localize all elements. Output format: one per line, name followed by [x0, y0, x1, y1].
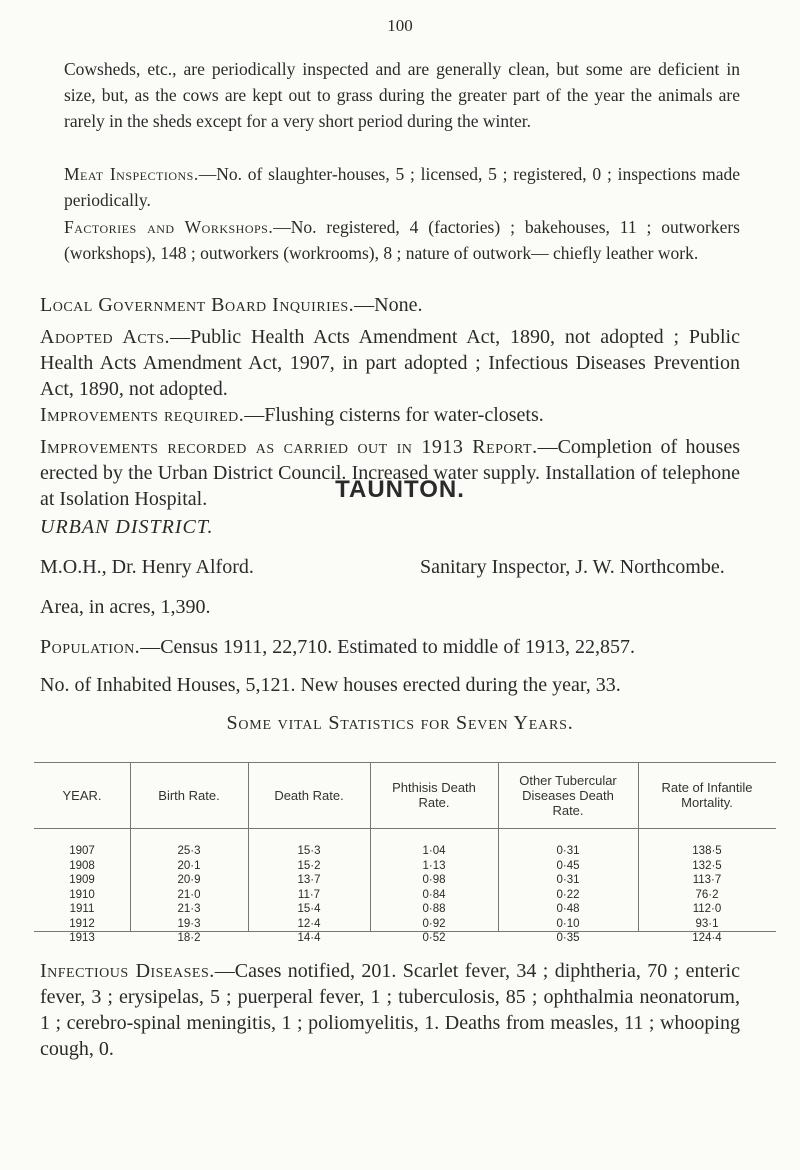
town-title: TAUNTON.	[335, 476, 465, 503]
cell-death-rate: 15·3	[297, 845, 321, 857]
table-row	[34, 874, 776, 889]
infectious-diseases-text: —Cases notified, 201. Scarlet fever, 34 ; diphtheria, 70 ; enteric fever, 3 ; erysipelas, 5 ; puerperal fever, 1 ; tuberculosis, 85 ; ophthalmia neonatorum, 1 ; cerebro-spinal meningitis, 1 ; poliomyelitis, 1. Deaths from measles, 11 ; whooping cough, 0.	[40, 960, 740, 1060]
table-heading: Some vital Statistics for Seven Years.	[226, 712, 574, 734]
table-body	[34, 845, 776, 947]
infectious-diseases-label: Infectious Diseases.	[40, 960, 215, 982]
header-other-tubercular: Other Tubercular Diseases Death Rate.	[519, 772, 617, 818]
header-year: YEAR.	[62, 787, 102, 803]
table-row	[34, 860, 776, 875]
lgb-paragraph	[40, 292, 740, 318]
table-row	[34, 918, 776, 933]
cell-year: 1912	[69, 917, 95, 930]
cell-death-rate: 15·4	[297, 903, 321, 915]
area-line: Area, in acres, 1,390.	[40, 596, 211, 618]
page-number: 100	[387, 16, 413, 35]
factories-text: —No. registered, 4 (factories) ; bakehouses, 11 ; outworkers (workshops), 148 ; outworkers (workrooms), 8 ; nature of outwork— chiefly leather work.	[64, 217, 740, 263]
factories-paragraph	[64, 214, 740, 266]
cell-death-rate: 14·4	[297, 932, 321, 944]
cell-year: 1910	[69, 888, 95, 901]
cell-birth-rate: 19·3	[177, 917, 201, 930]
houses-line: No. of Inhabited Houses, 5,121. New houses erected during the year, 33.	[40, 674, 621, 696]
cell-infantile-mortality: 112·0	[692, 903, 722, 915]
cell-infantile-mortality: 113·7	[692, 874, 722, 886]
header-death-rate: Death Rate.	[274, 787, 344, 803]
cell-other-tubercular: 0·22	[556, 888, 580, 901]
improvements-recorded-label: Improvements recorded as carried out in 1913 Report.	[40, 436, 538, 458]
population-text: —Census 1911, 22,710. Estimated to middle of 1913, 22,857.	[140, 636, 635, 658]
cell-birth-rate: 20·9	[177, 874, 201, 886]
cell-other-tubercular: 0·35	[556, 932, 580, 944]
vital-statistics-table	[34, 762, 776, 944]
improvements-recorded-text: —Completion of houses erected by the Urban District Council. Increased water supply. Installation of telephone at Isolation Hospital.	[40, 436, 740, 510]
cell-birth-rate: 21·0	[177, 888, 201, 901]
improvements-required-paragraph	[40, 402, 740, 428]
improvements-required-text: —Flushing cisterns for water-closets.	[244, 404, 544, 426]
cell-birth-rate: 25·3	[177, 845, 201, 857]
cell-phthisis: 1·13	[422, 859, 446, 872]
table-row	[34, 889, 776, 904]
cell-phthisis: 0·84	[422, 888, 446, 901]
meat-inspections-text: —No. of slaughter-houses, 5 ; licensed, 5 ; registered, 0 ; inspections made periodically.	[64, 164, 740, 210]
adopted-acts-text: —Public Health Acts Amendment Act, 1890, not adopted ; Public Health Acts Amendment Act, 1907, in part adopted ; Infectious Diseases Prevention Act, 1890, not adopted.	[40, 326, 740, 400]
cell-infantile-mortality: 132·5	[692, 859, 722, 872]
lgb-text: —None.	[354, 294, 423, 316]
table-row	[34, 845, 776, 860]
cell-birth-rate: 21·3	[177, 903, 201, 915]
infectious-diseases-paragraph	[40, 958, 740, 1062]
cell-phthisis: 0·88	[422, 903, 446, 915]
factories-label: Factories and Workshops.	[64, 217, 274, 237]
cell-infantile-mortality: 76·2	[695, 888, 719, 901]
cell-other-tubercular: 0·45	[556, 859, 580, 872]
meat-inspections-paragraph	[64, 161, 740, 213]
cell-year: 1911	[69, 903, 95, 915]
inspector-line: Sanitary Inspector, J. W. Northcombe.	[420, 556, 725, 578]
cell-year: 1909	[69, 874, 95, 886]
improvements-required-label: Improvements required.	[40, 404, 245, 426]
cell-death-rate: 12·4	[297, 917, 321, 930]
cell-infantile-mortality: 93·1	[695, 917, 719, 930]
cell-infantile-mortality: 124·4	[692, 932, 722, 944]
table-row	[34, 903, 776, 918]
cell-death-rate: 13·7	[297, 874, 321, 886]
lgb-label: Local Government Board Inquiries.	[40, 294, 355, 316]
cell-phthisis: 1·04	[422, 845, 446, 857]
header-infantile-mortality: Rate of Infantile Mortality.	[661, 780, 753, 810]
meat-inspections-label: Meat Inspections.	[64, 164, 199, 184]
cell-year: 1913	[69, 932, 95, 944]
cell-other-tubercular: 0·31	[556, 845, 580, 857]
cell-other-tubercular: 0·48	[556, 903, 580, 915]
table-header-rule	[34, 828, 776, 829]
header-birth-rate: Birth Rate.	[158, 787, 220, 803]
header-phthisis: Phthisis Death Rate.	[392, 780, 476, 810]
adopted-acts-label: Adopted Acts.	[40, 326, 171, 348]
cell-other-tubercular: 0·31	[556, 874, 580, 886]
table-row	[34, 932, 776, 947]
cell-phthisis: 0·92	[422, 917, 446, 930]
population-line	[40, 636, 635, 659]
population-label: Population.	[40, 636, 141, 658]
adopted-acts-paragraph	[40, 324, 740, 402]
cell-phthisis: 0·98	[422, 874, 446, 886]
cell-birth-rate: 20·1	[177, 859, 201, 872]
cell-death-rate: 11·7	[297, 888, 321, 901]
moh-line: M.O.H., Dr. Henry Alford.	[40, 556, 254, 578]
district-subtitle: URBAN DISTRICT.	[40, 516, 214, 538]
cell-year: 1908	[69, 859, 95, 872]
cell-other-tubercular: 0·10	[556, 917, 580, 930]
cell-infantile-mortality: 138·5	[692, 845, 722, 857]
cell-year: 1907	[69, 845, 95, 857]
cell-phthisis: 0·52	[422, 932, 446, 944]
cell-death-rate: 15·2	[297, 859, 321, 872]
cell-birth-rate: 18·2	[177, 932, 201, 944]
cowsheds-paragraph: Cowsheds, etc., are periodically inspected and are generally clean, but some are deficient in size, but, as the cows are kept out to grass during the greater part of the year the animals are rarely in the sheds except for a very short period during the winter.	[64, 59, 740, 131]
